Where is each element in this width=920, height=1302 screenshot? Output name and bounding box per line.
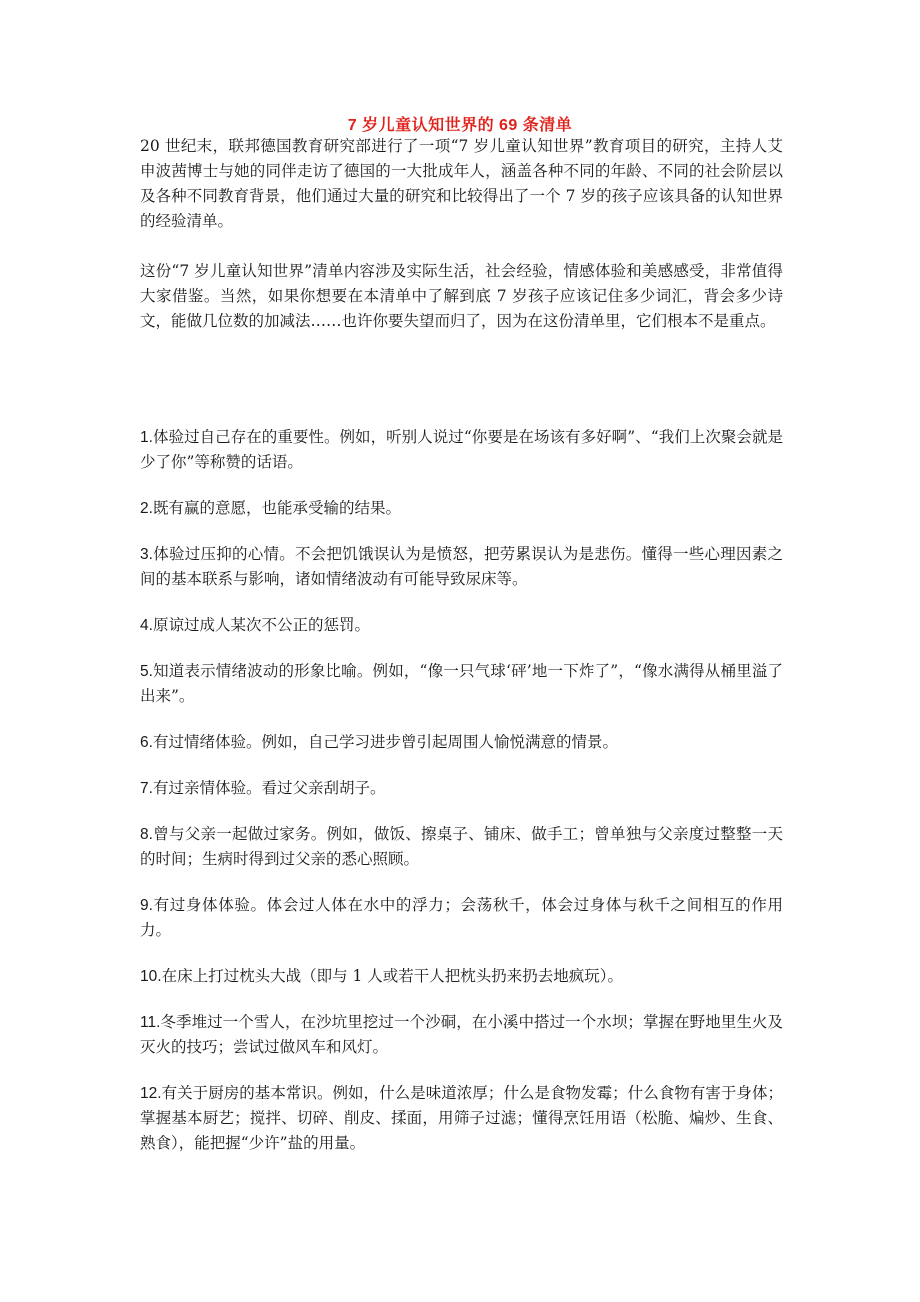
list-item [140, 613, 783, 638]
list-item [140, 822, 783, 872]
intro-paragraph-2: 这份“7 岁儿童认知世界”清单内容涉及实际生活，社会经验，情感体验和美感感受，非常值得大家借鉴。当然，如果你想要在本清单中了解到底 7 岁孩子应该记住多少词汇，背会多少诗文，能做几位数的加减法……也许你要失望而归了，因为在这份清单里，它们根本不是重点。 [140, 262, 783, 330]
item-number: 3. [140, 546, 153, 563]
item-number: 11. [140, 1014, 161, 1031]
list-item [140, 1081, 783, 1156]
item-number: 1. [140, 429, 153, 446]
item-text: 有过亲情体验。看过父亲刮胡子。 [152, 779, 386, 797]
item-text: 有关于厨房的基本常识。例如，什么是味道浓厚；什么是食物发霉；什么食物有害于身体；掌握基本厨艺；搅拌、切碎、削皮、揉面，用筛子过滤；懂得烹饪用语（松脆、煸炒、生食、熟食），能把握“少许”盐的用量。 [140, 1084, 783, 1152]
item-text: 冬季堆过一个雪人，在沙坑里挖过一个沙硐，在小溪中搭过一个水坝；掌握在野地里生火及灭火的技巧；尝试过做风车和风灯。 [140, 1013, 783, 1056]
list-item [140, 893, 783, 943]
item-text: 曾与父亲一起做过家务。例如，做饭、擦桌子、铺床、做手工；曾单独与父亲度过整整一天的时间；生病时得到过父亲的悉心照顾。 [140, 825, 783, 868]
intro-paragraph-1: 20 世纪末，联邦德国教育研究部进行了一项“7 岁儿童认知世界”教育项目的研究，主持人艾申波茜博士与她的同伴走访了德国的一大批成年人，涵盖各种不同的年龄、不同的社会阶层以及各种不同教育背景，他们通过大量的研究和比较得出了一个 7 岁的孩子应该具备的认知世界的经验清单。 [140, 137, 783, 230]
list-item [140, 964, 783, 989]
item-text: 原谅过成人某次不公正的惩罚。 [152, 616, 370, 634]
list-item [140, 730, 783, 755]
item-number: 9. [140, 897, 153, 914]
list-item [140, 776, 783, 801]
document-title: 7 岁儿童认知世界的 69 条清单 [347, 117, 573, 134]
item-text: 有过身体体验。体会过人体在水中的浮力；会荡秋千，体会过身体与秋千之间相互的作用力。 [140, 896, 783, 939]
item-text: 有过情绪体验。例如，自己学习进步曾引起周围人愉悦满意的情景。 [152, 733, 618, 751]
list-item [140, 659, 783, 709]
list-item [140, 425, 783, 475]
list-item [140, 1010, 783, 1060]
item-number: 7. [140, 780, 153, 797]
item-number: 5. [140, 663, 153, 680]
item-text: 在床上打过枕头大战（即与 1 人或若干人把枕头扔来扔去地疯玩）。 [161, 967, 624, 985]
item-text: 既有赢的意愿，也能承受输的结果。 [152, 499, 401, 517]
checklist [140, 425, 783, 1177]
item-text: 体验过自己存在的重要性。例如，听别人说过“你要是在场该有多好啊”、“我们上次聚会就是少了你”等称赞的话语。 [140, 428, 783, 471]
item-number: 12. [140, 1085, 162, 1102]
item-text: 体验过压抑的心情。不会把饥饿误认为是愤怒，把劳累误认为是悲伤。懂得一些心理因素之间的基本联系与影响，诸如情绪波动有可能导致尿床等。 [140, 545, 783, 588]
item-number: 6. [140, 734, 153, 751]
list-item [140, 496, 783, 521]
item-text: 知道表示情绪波动的形象比喻。例如，“像一只气球‘砰’地一下炸了”，“像水满得从桶里溢了出来”。 [140, 662, 783, 705]
item-number: 2. [140, 500, 153, 517]
item-number: 10. [140, 968, 162, 985]
item-number: 8. [140, 826, 153, 843]
list-item [140, 542, 783, 592]
item-number: 4. [140, 617, 153, 634]
